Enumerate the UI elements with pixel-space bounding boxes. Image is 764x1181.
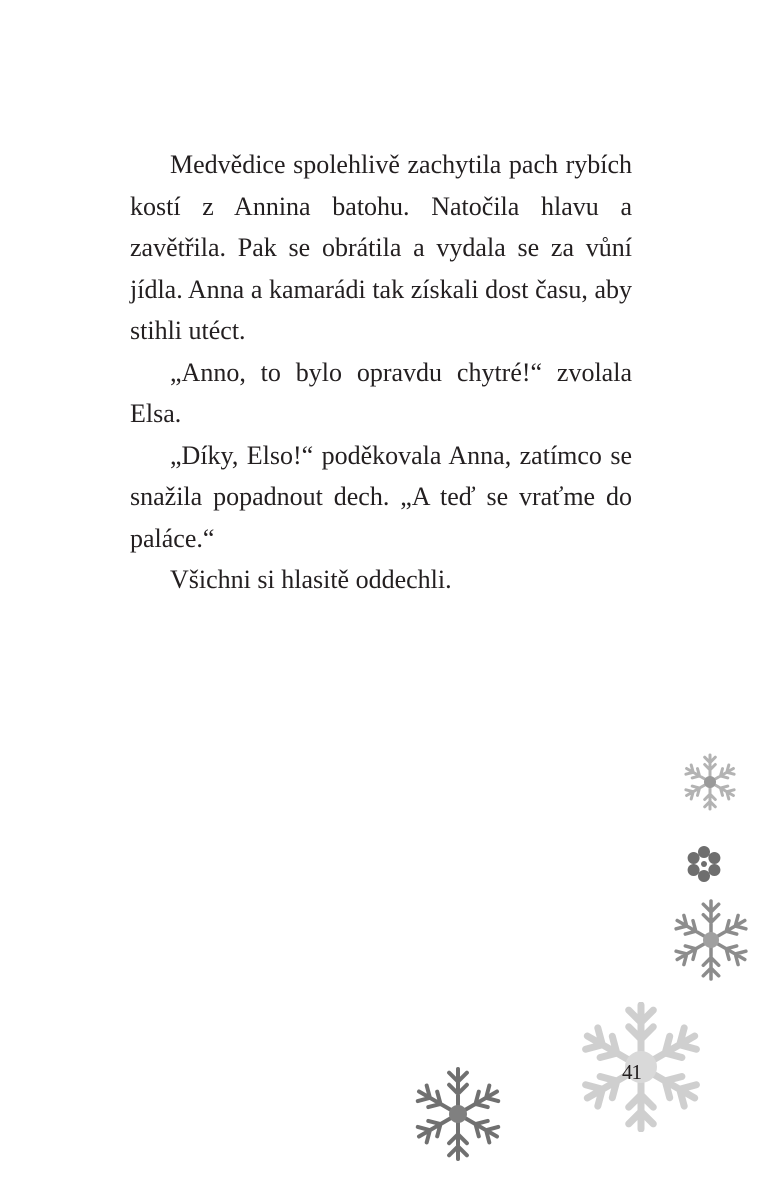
snowflake-icon — [568, 1002, 714, 1132]
page-number: 41 — [622, 1060, 641, 1084]
snowflake-icon — [680, 752, 740, 812]
snowflake-icon — [666, 898, 756, 982]
snowflake-icon — [682, 842, 726, 886]
paragraph-2: „Anno, to bylo opravdu chytré!“ zvolala Elsa. — [130, 357, 632, 428]
body-text — [130, 144, 632, 601]
paragraph-4: Všichni si hlasitě oddechli. — [170, 565, 452, 594]
paragraph-3: „Díky, Elso!“ poděkovala Anna, zatímco se snažila popadnout dech. „A teď se vraťme do paláce.“ — [130, 440, 632, 553]
paragraph-1: Medvědice spolehlivě zachytila pach rybích kostí z Annina batohu. Natočila hlavu a zavětřila. Pak se obrátila a vydala se za vůní jídla. Anna a kamarádi tak získali dost času, aby stihli utéct. — [130, 150, 632, 345]
snowflake-icon — [410, 1066, 506, 1162]
